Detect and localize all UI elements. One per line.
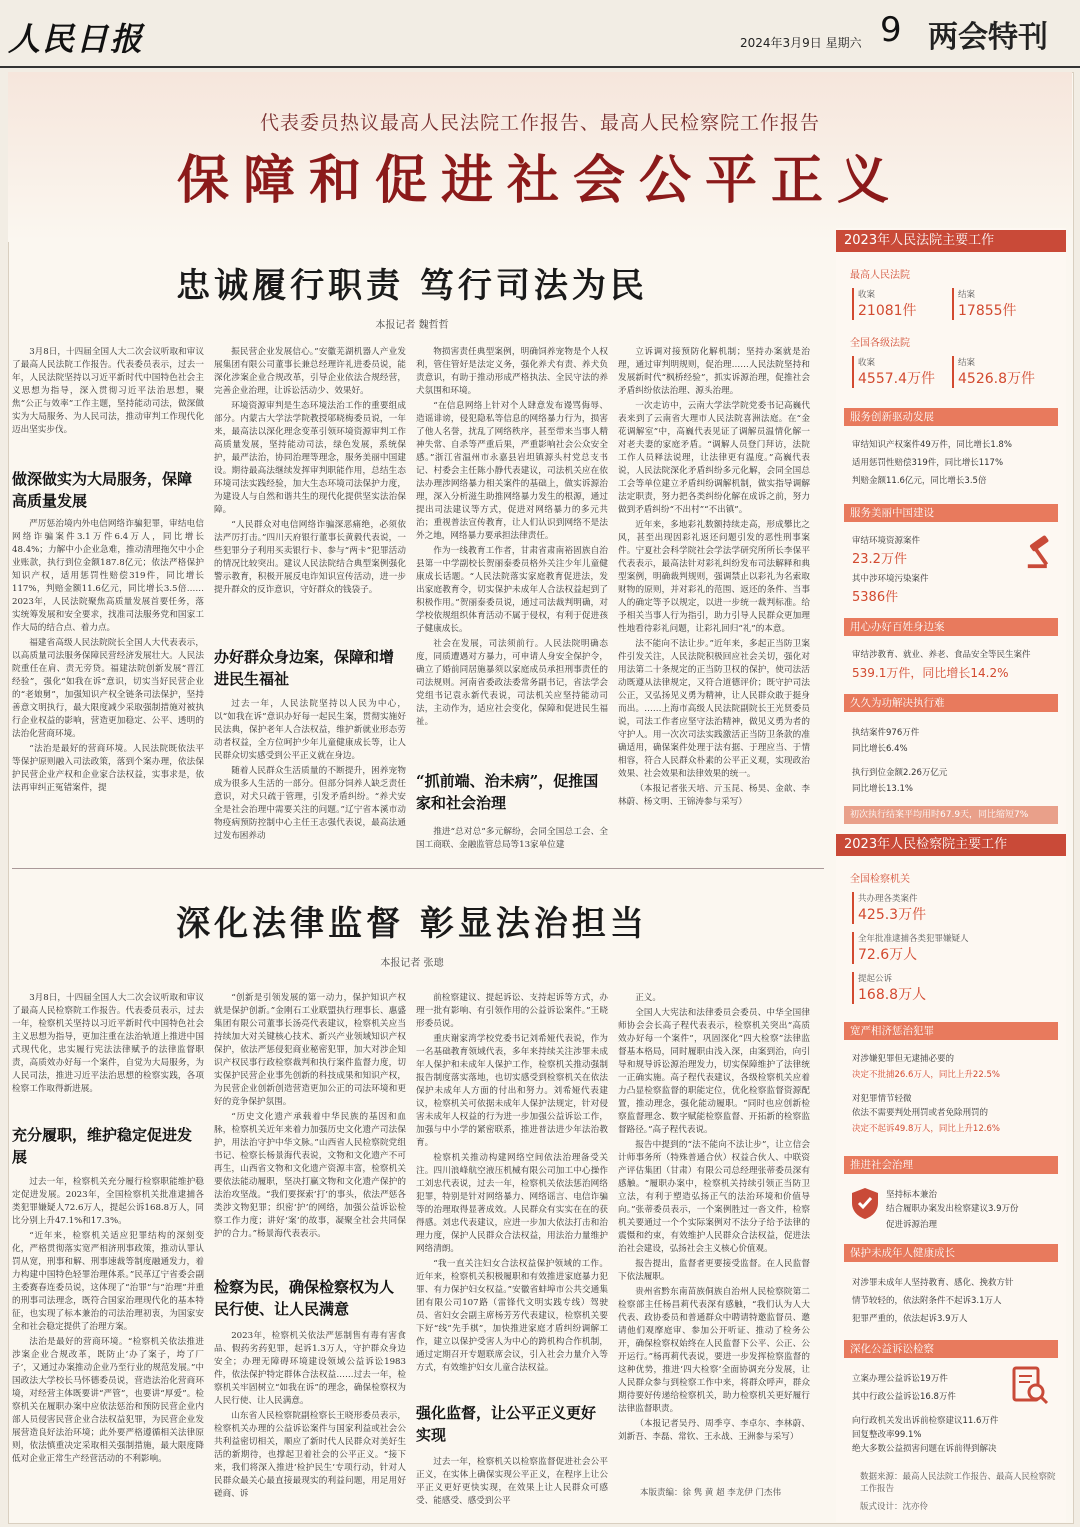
spc-received: 收案 21081件: [852, 288, 917, 320]
minors-line2: 情节较轻的，依法附条件不起诉3.1万人: [852, 1296, 1002, 1306]
article2-byline: 本报记者 张璁: [380, 958, 444, 969]
article-divider: [12, 868, 824, 869]
article2-col4-text: 正义。 全国人大宪法和法律委员会委员、中华全国律师协会会长高子程代表表示，检察机关突出“高质效办好每一个案件”，巩固深化“四大检察”法律监督基本格局，同时履职由浅入深，由案到治，向引导和规导诉讼源治理发力，切实保障维护了法律统一正确实施。高子程代表建议，各级检察机关应着力凸显检察监督的职能定位，优化检察监督资源配置，推动理念，强化能动履职。“同时也应创新检察监督理念、数字赋能检察监督、开拓新的检察监督路径。”高子程代表说。 报告中提到的“法不能向不法让步”，让立信会计师事务所（特殊普通合伙）权益合伙人、中联资产评估集团（甘肃）有限公司总经理张蒂委员深有感触。“履职办案中，检察机关持续引领正当防卫立法，有利于塑造弘扬正气的法治环境和价值导向。”张蒂委员表示，一个案例胜过一沓文件，检察机关要通过一个个实际案例对不法分子给予法律的震慑和约束，有效维护人民群众合法权益，促进法治社会建设，弘扬社会主义核心价值观。 报告提出，监督者更要接受监督。在人民监督下依法履职。 贵州省黔东南苗族侗族自治州人民检察院第二检察部主任杨昌莉代表深有感触，“我们认为人大代表、政协委员和普通群众中聘请特邀监督员、邀请他们观摩庭审、参加公开听证、推动了检务公开，确保检察权始终在人民监督下公平、公正、公开运行。”杨再莉代表说，要进一步发挥检察监督的这种优势，推进‘四大检察’全面协调充分发展，让人民群众参与到检察工作中来，将群众呼声，群众期待要好传递给检察机关，助力检察机关更好履行法律监督职责。 （本报记者吴丹、周季亨、李卓尔、李林蔚、刘新吾、李磊、常钦、王永战、王洲参与采写）: [618, 993, 810, 1442]
all-courts-label: 全国各级法院: [850, 338, 910, 349]
ecology-line2-value: 5386件: [852, 590, 899, 605]
article2-col3-text: 前检察建议、提起诉讼、支持起诉等方式，办理一批有影响、有引领作用的公益诉讼案件。”王晓形委员说。 重庆谢家湾学校党委书记刘希娅代表说，作为一名基础教育领域代表，多年来持续关注涉罪未成年人保护和未成年人保护工作，检察机关推动强制报告制度落实落地，也切实感受到检察机关在依法保护未成年人方面的付出和努力。刘希娅代表建议，检察机关可依据未成年人保护法规定，针对侵害未成年人权益的行为进一步加强公益诉讼工作，加强与中小学的紧密联系，推进普法进少年法治教育。 检察机关推动构建网络空间依法治理备受关注。四川浪峰航空液压机械有限公司加工中心操作工刘忠代表说，过去一年，检察机关依法惩治网络犯罪，特别是针对网络暴力、网络谣言、电信诈骗等的治理取得显著成效。人民群众有实实在在的获得感。刘忠代表建议，应进一步加大依法打击和治理力度，保护人民群众合法权益，用法治力量维护网络清朗。 “我一直关注妇女合法权益保护领域的工作。近年来，检察机关积极履职和有效推进家庭暴力犯罪、有力保护妇女权益。”安徽省蚌埠市公共交通集团有限公司107路（雷锋代文明实践专线）驾驶员、省妇女会副主席杨芳芳代表建议，检察机关要下好“线”先手棋”，加快推进家庭才盾纠纷调解工作，建立以保护受害人为中心的跨机构合作机制，通过定期召开专题联席会议，引入社会力量介入等方式，有效维护妇女儿童合法权益。: [416, 993, 608, 1373]
livelihood-line1: 审结涉教育、就业、养老、食品安全等民生案件: [852, 650, 1031, 660]
article1-sub1: 做深做实为大局服务，保障高质量发展: [12, 470, 193, 510]
innovation-subheader: 服务创新驱动发展: [844, 408, 1058, 426]
article1-col1-text: 3月8日，十四届全国人大二次会议听取和审议了最高人民法院工作报告。代表委员表示，过去一年，人民法院坚持以习近平新时代中国特色社会主义思想为指导，深入贯彻习近平法治思想，聚焦“公正与效率”工作主题，坚持能动司法，做深做实为大局服务、为人民司法，推动审判工作现代化迈出坚实步伐。: [12, 347, 204, 435]
governance-line3: 促进诉源治理: [886, 1220, 938, 1230]
procuratorate-prosecutions: 提起公诉 168.8万人: [852, 972, 926, 1004]
headline-kicker: 代表委员热议最高人民法院工作报告、最高人民检察院工作报告: [259, 112, 820, 134]
public-interest-line3: 向行政机关发出诉前检察建议11.6万件: [852, 1416, 999, 1426]
shield-icon: [850, 1186, 880, 1220]
page-number: 9: [880, 10, 902, 50]
article1-col2-text: 振民营企业发展信心。”安徽芜湖机器人产业发展集团有限公司董事长兼总经理许礼进委员说，能深化涉案企业合规改革，引导企业依法合规经营，完善企业治理，让诉讼活动少、效果好。 环境资源审判是生态环境法治工作的重要组成部分。内蒙古大学法学院教授邬晓梅委员说，一年来，最高法以深化理念变革引领环境资源审判工作高质量发展，坚持能动司法，绿色发展，系统保护，最严法治，协同治理等理念，服务美丽中国建设。期待最高法继续发挥审判职能作用，总结生态环境司法实践经验，加大生态环境司法保护力度，为建设人与自然和谐共生的现代化提供坚实法治保障。 “人民群众对电信网络诈骗深恶痛绝，必须依法严厉打击。”四川天府银行董事长黄毅代表说，一些犯罪分子利用买卖银行卡、参与“两卡”犯罪活动的情况比较突出。建议人民法院结合典型案例强化警示教育，积极开展反电诈知识宣传活动，进一步提升群众的反诈意识，守好群众的钱袋子。: [214, 347, 406, 595]
article1-col1-body: 严厉惩治境内外电信网络诈骗犯罪，审结电信网络诈骗案件3.1万件6.4万人，同比增长48.4%；力解中小企业急难，推动清理拖欠中小企业账款，执行到位金额187.8亿元；依法严格保护知识产权，适用惩罚性赔偿319件，同比增长117%，判赔金额11.6亿元，同比增长3.5倍……2023年，人民法院聚焦高质量发展首要任务，落实统筹发展和安全要求，找准司法服务党和国家工作大局的结合点、着力点。 福建省高级人民法院院长全国人大代表表示，以高质量司法服务保障民营经济发展壮大。人民法院重任在肩、责无旁贷。福建法院创新发展“晋江经验”，强化“如我在诉”意识，切实当好民营企业的“老娘舅”，加强知识产权全链条司法保护，坚持善意文明执行，最大限度减少采取强制措施对被执行企业权益的影响，营造更加稳定、公平、透明的法治化营商环境。 “法治是最好的营商环境。人民法院既依法平等保护原则融入司法政策，落到个案办理，依法保护民营企业产权和企业家合法权益，实事求是，依法再审纠正冤错案件，提: [12, 519, 204, 793]
execution-line1-value: 同比增长6.4%: [852, 744, 908, 754]
main-headline: 保障和促进社会公平正义: [176, 150, 903, 211]
procuratorate-arrests: 全年批准逮捕各类犯罪嫌疑人 72.6万人: [852, 932, 969, 964]
innovation-line1: 审结知识产权案件49万件，同比增长1.8%: [852, 440, 1012, 450]
section-title: 两会特刊: [928, 20, 1048, 55]
article2-col1-text: 3月8日，十四届全国人大二次会议听取和审议了最高人民检察院工作报告。代表委员表示，过去一年，检察机关坚持以习近平新时代中国特色社会主义思想为指导，更加注重在法治轨道上推进中国式现代化，忠实履行宪法法律赋予的法律监督职责，高质效办好每一个案件，自觉为大局服务，为人民司法，推进习近平法治思想的检察实践，各项检察工作取得新进展。: [12, 993, 204, 1094]
public-interest-line5: 绝大多数公益损害问题在诉前得到解决: [852, 1444, 997, 1454]
ecology-line1-value: 23.2万件: [852, 552, 907, 567]
article1-col3-text: 物损害责任典型案例，明确饲养宠物是个人权利，管住管好是法定义务，强化养犬有责、养犬负责意识，有助于推动形成严格执法、全民守法的养犬氛围和环境。 “在信息网络上针对个人肆意发布谩骂侮辱、造谣诽谤，侵犯隐私等信息的网络暴力行为，损害了他人名誉，扰乱了网络秩序，甚至带来当事人精神失常、自杀等严重后果，严重影响社会公众安全感。”浙江省温州市永嘉县岩坦镇源头村党总支书记、村委会主任陈小静代表建议，司法机关应在依法办理涉网络暴力相关案件的基础上，做实诉源治理，深入分析滋生助推网络暴力发生的根源，通过提出司法建议等方式，促进对网络暴力的多元共治；重视普法宣传教育，让人们认识到网络不是法外之地，网络暴力要承担法律责任。 作为一线教育工作者，甘肃省肃南裕固族自治县第一中学副校长贺丽泰委员格外关注少年儿童健康成长话题。“人民法院落实家庭教育促进法，发出家庭教育令，切实保护未成年人合法权益起到了积极作用。”贺丽泰委员说，通过司法裁判明确，对学校依规组织体育活动不属于侵权，有利于促进孩子健康成长。 社会在发展，司法须前行。人民法院明确态度，同质遭遇对方暴力，可申请人身安全保护令，确立了婚前同居施暴须以家庭成员承担刑事责任的司法规则。河南省委政法委常务副书记，省法学会党组书记袁永新代表说，司法机关应坚持能动司法，主动作为，适应社会变化，保障和促进民生福祉。: [416, 347, 608, 727]
all-received: 收案 4557.4万件: [852, 356, 935, 388]
innovation-line2: 适用惩罚性赔偿319件，同比增长117%: [852, 458, 1004, 468]
article2-col2-text: “创新是引领发展的第一动力，保护知识产权就是保护创新。”金刚石工业联盟执行理事长、惠盛集团有限公司董事长汤亮代表建议，检察机关应当持续加大对关键核心技术、新兴产业领域知识产权保护，依法严惩侵犯商业秘密犯罪，加大对涉企知识产权民事行政检察裁判和执行案件监督力度，切实保护民营企业事先创新的科技成果和知识产权，为民营企业创新创造营造更加公正的司法环境和更好的竞争保护氛围。 “历史文化遗产承载着中华民族的基因和血脉，检察机关近年来着力加强历史文化遗产司法保护，用法治守护中华文脉。”山西省人民检察院党组书记、检察长杨景海代表说，文物和文化遗产不可再生，山西省文物和文化遗产资源丰富，检察机关要依法能动履职，坚决打赢文物和文化遗产保护的法治攻坚战。“我们要探索‘打’的事头，依法严惩各类涉文物犯罪；织密‘护’的网络，加强公益诉讼检察工作力度；讲好‘案’的故事，凝聚全社会共同保护的合力。”杨景海代表表示。: [214, 993, 406, 1239]
minors-line1: 对涉罪未成年人坚持教育、感化、挽救方针: [852, 1278, 1014, 1288]
execution-line2-value: 同比增长13.1%: [852, 784, 914, 794]
public-interest-subheader: 深化公益诉讼检察: [844, 1340, 1058, 1358]
article2-col2-body: 2023年，检察机关依法严惩制售有毒有害食品、假药劣药犯罪，起诉1.3万人，守护群众身边安全；办理无障碍环境建设领域公益诉讼1983件，依法保护特定群体合法权益……过去一年，检察机关牢固树立“如我在诉”的理念，确保检察权为人民行使、让人民满意。 山东省人民检察院副检察长王晓形委员表示，检察机关办理的公益诉讼案件与国家利益或社会公共利益密切相关，顺应了新时代人民群众对美好生活的新期待，也撑起卫着社会的公平正义。“接下来，我们将深入推进‘检护民生’专项行动，针对人民群众最关心最直接最现实的利益问题，用足用好磋商、诉: [214, 1331, 406, 1499]
spc-closed: 结案 17855件: [952, 288, 1017, 320]
editor-credits: 本版责编：徐 隽 黄 超 李龙伊 门杰伟: [640, 1488, 782, 1498]
lenient-line2: 决定不批捕26.6万人，同比上升22.5%: [852, 1070, 1000, 1080]
spc-label: 最高人民法院: [850, 270, 910, 281]
issue-date: 2024年3月9日 星期六: [740, 36, 862, 50]
masthead: [0, 0, 1080, 68]
ecology-subheader: 服务美丽中国建设: [844, 504, 1058, 522]
execution-note: 初次执行结案平均用时67.9天，同比缩短7%: [844, 806, 1058, 824]
data-source: 数据来源：最高人民法院工作报告、最高人民检察院工作报告: [860, 1472, 1056, 1494]
article2-sub3: 强化监督，让公平正义更好实现: [416, 1404, 597, 1444]
article1-sub2: 办好群众身边案，保障和增进民生福祉: [214, 648, 395, 688]
minors-subheader: 保护未成年人健康成长: [844, 1244, 1058, 1262]
newspaper-logo: 人民日报: [8, 20, 145, 58]
ecology-line2-key: 其中涉环境污染案件: [852, 574, 929, 584]
governance-line1: 坚持标本兼治: [886, 1190, 938, 1200]
document-search-icon: [1012, 1366, 1050, 1406]
article2-col1-body: 过去一年，检察机关充分履行检察职能维护稳定促进发展。2023年，全国检察机关批准逮捕各类犯罪嫌疑人72.6万人，提起公诉168.8万人，同比分别上升47.1%和17.3%。 “近年来，检察机关适应犯罪结构的深刻变化，严格贯彻落实宽严相济刑事政策，推动认罪认罚从宽，刑事和解、刑事速裁等制度融通发力，着力构建中国特色轻罪治理体系。”民革辽宁省委会副主委赛春连委员说，这体现了“治罪”与“治理”并重的刑事司法理念，既符合国家治理现代化的基本特征，也实现了标本兼治的司法治理初衷，为国家安全和社会稳定提供了治理方案。 法治是最好的营商环境。“检察机关依法推进涉案企业合规改革，既防止‘办了案子，垮了厂子’，又通过办案推动企业乃至行业的规范发展。”中国政法大学校长马怀德委员说，营造法治化营商环境，对经营主体既要讲“严管”，也要讲“厚爱”。检察机关在履职办案中应依法惩治和预防民营企业内部人员侵害民营企业合法权益犯罪，为民营企业发展营造良好法治环境；此外要严格遵循相关法律原则，依法慎重决定采取相关强制措施，最大限度降低对企业正常生产经营活动的不利影响。: [12, 1177, 204, 1464]
court-stats-header: 2023年人民法院主要工作: [836, 230, 1066, 252]
procuratorate-all-label: 全国检察机关: [850, 874, 910, 885]
governance-subheader: 推进社会治理: [844, 1156, 1058, 1174]
execution-subheader: 久久为功解决执行难: [844, 694, 1058, 712]
article2-col3-body: 过去一年，检察机关以检察监督促进社会公平正义，在实体上确保实现公平正义，在程序上让公平正义更好更快实现，在效果上让人民群众可感受、能感受、感受到公平: [416, 1457, 608, 1506]
public-interest-line2: 其中行政公益诉讼16.8万件: [852, 1392, 956, 1402]
livelihood-line2: 539.1万件，同比增长14.2%: [852, 666, 1009, 680]
all-closed: 结案 4526.8万件: [952, 356, 1035, 388]
article1-col2-body: 过去一年，人民法院坚持以人民为中心，以“如我在诉”意识办好每一起民生案，贯彻实施好民法典，保护老年人合法权益，维护新就业形态劳动者权益，全方位呵护少年儿童健康成长等，让人民群众切实感受到公平正义就在身边。 随着人民群众生活质量的不断提升，困养宠物成为很多人生活的一部分。但部分饲养人缺乏责任意识，对犬只疏于管理，引发矛盾纠纷。“养犬安全是社会治理中需要关注的问题。”辽宁省本溪市动物疫病预防控制中心主任王志强代表说，最高法通过发布困养动: [214, 699, 406, 841]
article1-title: 忠诚履行职责 笃行司法为民: [176, 266, 648, 306]
governance-line2: 结合履职办案发出检察建议3.9万份: [886, 1204, 1019, 1214]
livelihood-subheader: 用心办好百姓身边案: [844, 618, 1058, 636]
procuratorate-stats-header: 2023年人民检察院主要工作: [836, 834, 1066, 856]
lenient-subheader: 宽严相济惩治犯罪: [844, 1022, 1058, 1040]
article2-title: 深化法律监督 彰显法治担当: [176, 904, 648, 944]
lenient-line4: 依法不需要判处刑罚或者免除刑罚的: [852, 1108, 989, 1118]
article1-byline: 本报记者 魏哲哲: [375, 320, 449, 331]
procuratorate-cases: 共办理各类案件 425.3万件: [852, 892, 926, 924]
minors-line3: 犯罪严重的，依法起诉3.9万人: [852, 1314, 968, 1324]
lenient-line5: 决定不起诉49.8万人，同比上升12.6%: [852, 1124, 1000, 1134]
gavel-icon: [1024, 532, 1062, 570]
innovation-line3: 判赔金额11.6亿元，同比增长3.5倍: [852, 476, 987, 486]
public-interest-line4: 回复整改率99.1%: [852, 1430, 922, 1440]
lenient-line1: 对涉嫌犯罪但无逮捕必要的: [852, 1054, 955, 1064]
execution-line1-key: 执结案件976万件: [852, 728, 920, 738]
article1-sub3: “抓前端、治未病”，促推国家和社会治理: [416, 772, 599, 812]
layout-designer: 版式设计：沈亦伶: [860, 1502, 929, 1512]
lenient-line3: 对犯罪情节轻微: [852, 1094, 912, 1104]
ecology-line1-key: 审结环境资源案件: [852, 536, 921, 546]
article1-col3-body: 推进“总对总”多元解纷，会同全国总工会、全国工商联、金融监管总局等13家单位建: [416, 827, 608, 850]
execution-line2-key: 执行到位金额2.26万亿元: [852, 768, 948, 778]
article2-sub1: 充分履职，维护稳定促进发展: [12, 1126, 193, 1166]
article2-sub2: 检察为民，确保检察权为人民行使、让人民满意: [214, 1278, 395, 1318]
public-interest-line1: 立案办理公益诉讼19万件: [852, 1374, 948, 1384]
article1-col4-text: 立诉调对接预防化解机制；坚持办案就是治理，通过审判明规则，促治理……人民法院坚持和发展新时代“枫桥经验”，抓实诉源治理，促推社会矛盾纠纷依法治理、源头治理。 一次走访中，云南大学法学院党委书记高巍代表来到了云南省大理市人民法院喜洲法庭。在“金花调解室”中，高巍代表见证了调解员温情化解一对老夫妻的家庭矛盾。“调解人员登门拜访，法院工作人员释法说理，让法律更有温度。”高巍代表说，人民法院深化矛盾纠纷多元化解，会同全国总工会等单位建立矛盾纠纷调解机制，做实指导调解法定职责，努力把各类纠纷化解在成诉之前，努力做到矛盾纠纷“不出村”“不出镇”。 近年来，多地彩礼数额持续走高，形成攀比之风，甚至出现因彩礼返还问题引发的恶性刑事案件。宁夏社会科学院社会学法学研究所所长李保平代表表示，最高法针对彩礼纠纷发布司法解释和典型案例，明确裁判规则，强调禁止以彩礼为名索取财物的原则，并对彩礼的范围、返还的条件、当事人的确定等予以规定，以进一步统一裁判标准。给予相关当事人行为指引，助力引导人民群众更加理性地看待彩礼问题，让彩礼回归“礼”的本意。 法不能向不法让步。”近年来，多起正当防卫案件引发关注，人民法院积极回应社会关切，强化对用法第二十条规定的正当防卫权的保护，使司法活动既遵从法律规定，又符合道德评价；既守护司法公正，又弘扬见义勇为精神，让人民群众敢于挺身而出。……上海市高级人民法院副院长王光贤委员说，司法工作者应坚守法治精神，做见义勇为者的守护人。用一次次司法实践激活正当防卫条款的准确适用，确保案件处理于法有据、于理应当、于情相容，符合人民群众朴素的公平正义观，实现政治效果、社会效果和法律效果的统一。 （本报记者张天培、亓玉昆、杨昊、金歆、李林蔚、杨文明、王锦涛参与采写）: [618, 347, 810, 807]
